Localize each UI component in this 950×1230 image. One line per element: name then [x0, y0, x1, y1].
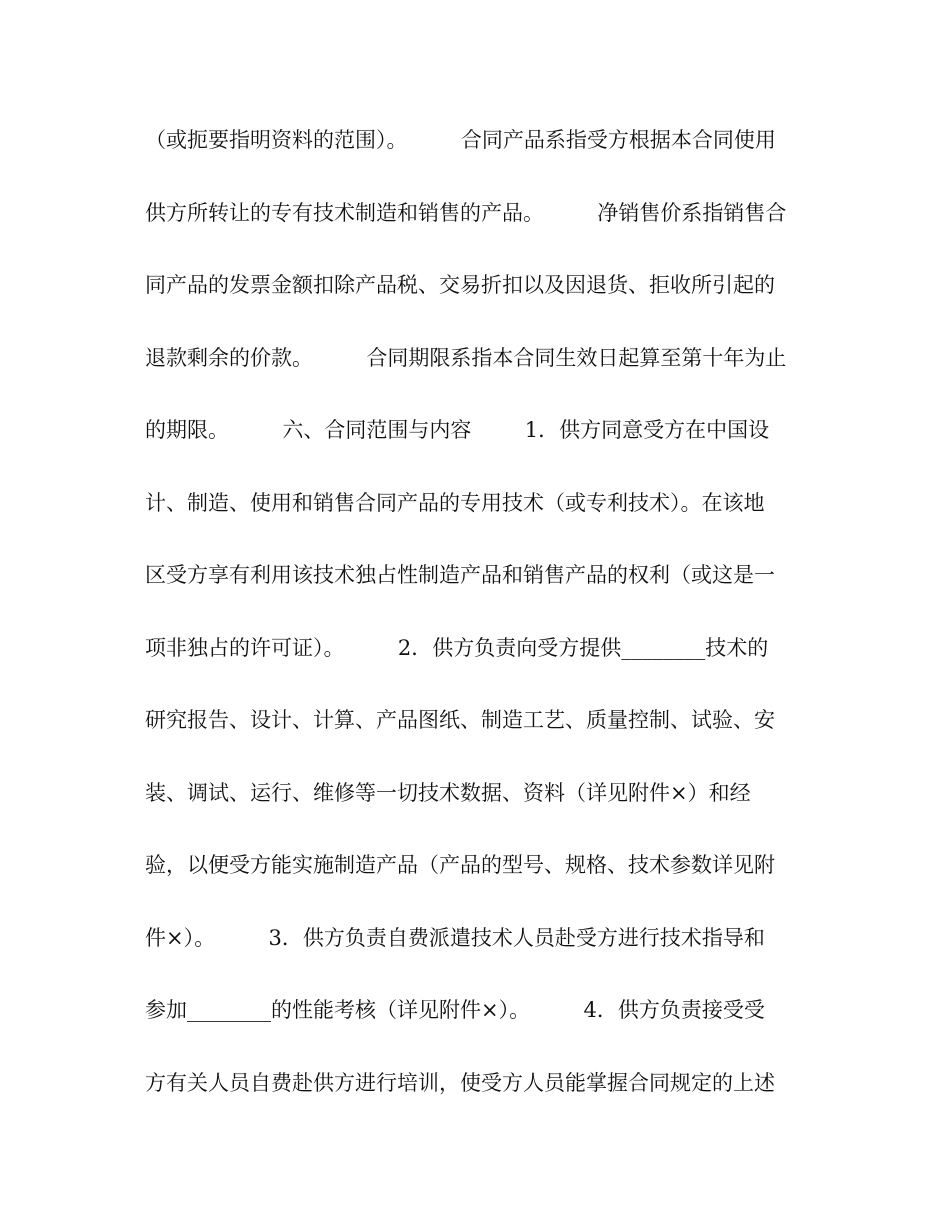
text-line-2: 供方所转让的专有技术制造和销售的产品。 净销售价系指销售合 — [145, 200, 787, 225]
text-line-11: 验，以便受方能实施制造产品（产品的型号、规格、技术参数详见附 — [145, 853, 775, 877]
text-line-12: 件×）。 3．供方负责自费派遣技术人员赴受方进行技术指导和 — [145, 925, 765, 950]
text-line-10: 装、调试、运行、维修等一切技术数据、资料（详见附件×）和经 — [145, 780, 751, 805]
text-line-1: （或扼要指明资料的范围）。 合同产品系指受方根据本合同使用 — [145, 128, 776, 152]
contract-text-block — [145, 117, 805, 1132]
text-line-5: 的期限。 六、合同范围与内容 1．供方同意受方在中国设 — [145, 418, 770, 442]
text-line-8: 项非独占的许可证）。 2．供方负责向受方提供________技术的 — [145, 635, 769, 660]
text-line-7: 区受方享有利用该技术独占性制造产品和销售产品的权利（或这是一 — [145, 563, 775, 587]
text-line-13: 参加________的性能考核（详见附件×）。 4．供方负责接受受 — [145, 998, 765, 1022]
text-line-9: 研究报告、设计、计算、产品图纸、制造工艺、质量控制、试验、安 — [145, 708, 775, 732]
text-line-4: 退款剩余的价款。 合同期限系指本合同生效日起算至第十年为止 — [145, 345, 787, 370]
text-line-14: 方有关人员自费赴供方进行培训，使受方人员能掌握合同规定的上述 — [145, 1070, 775, 1095]
text-line-6: 计、制造、使用和销售合同产品的专用技术（或专利技术）。在该地 — [145, 490, 765, 515]
text-line-3: 同产品的发票金额扣除产品税、交易折扣以及因退货、拒收所引起的 — [145, 273, 775, 297]
